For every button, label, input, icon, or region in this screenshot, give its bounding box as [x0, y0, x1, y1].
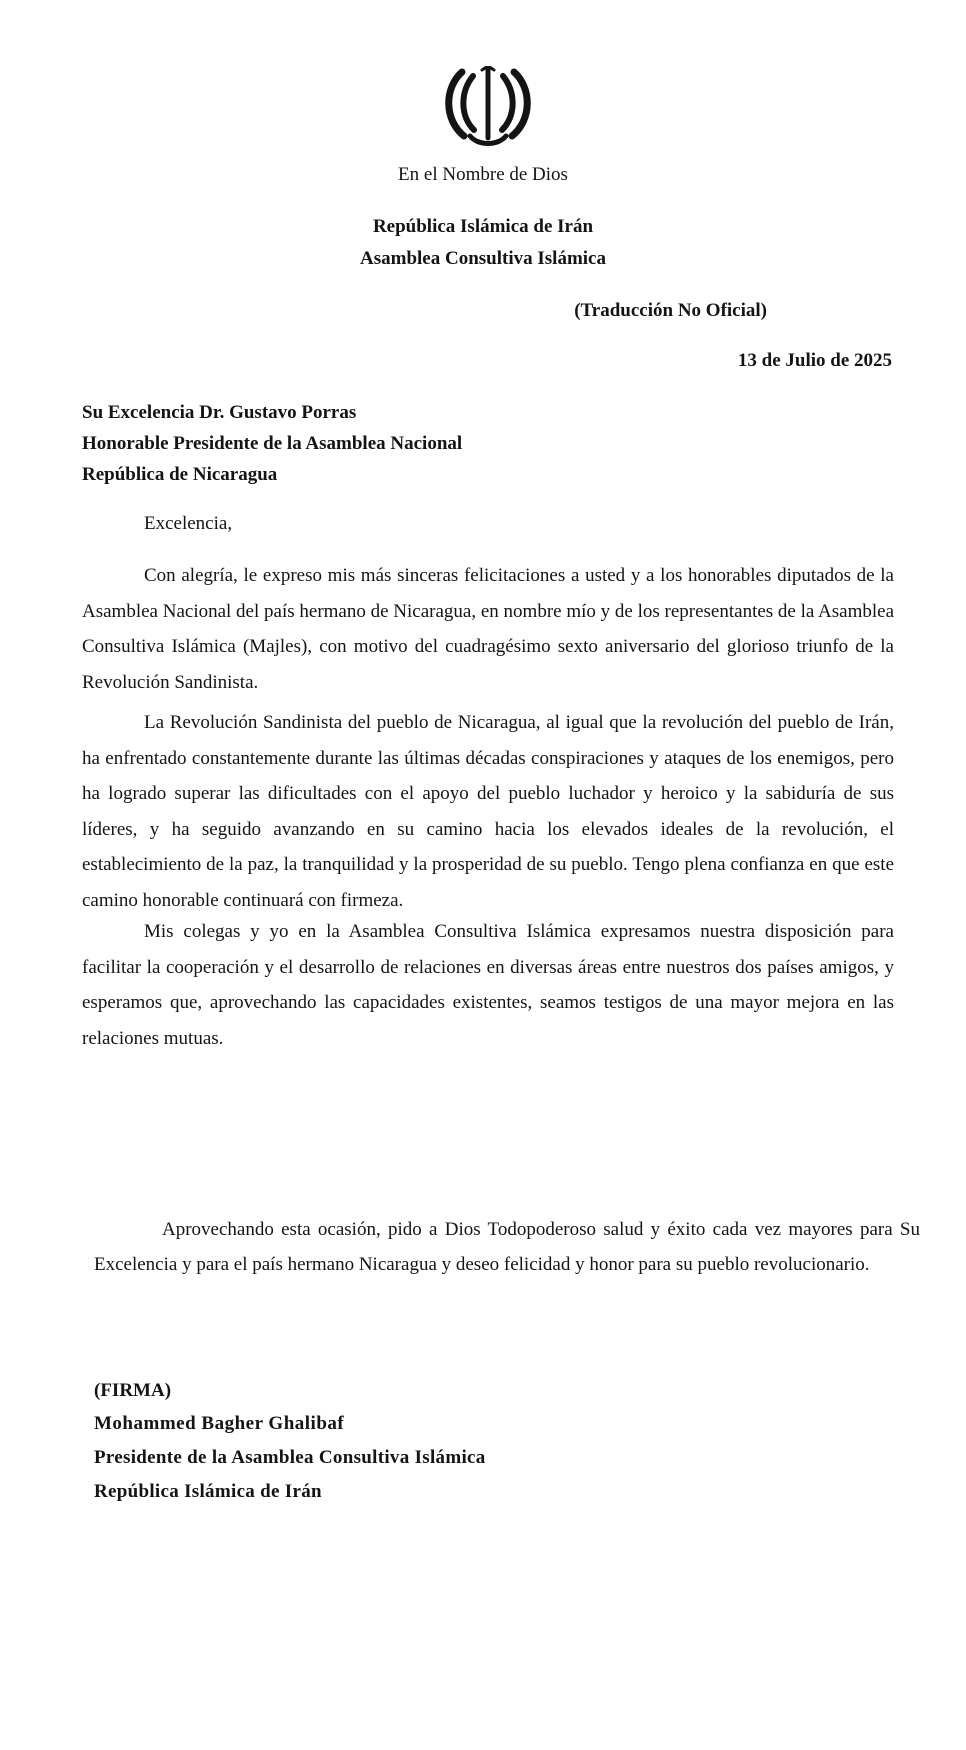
- recipient-country: República de Nicaragua: [82, 464, 278, 485]
- paragraph-closing: Aprovechando esta ocasión, pido a Dios Todopoderoso salud y éxito cada vez mayores para Su Excelencia y para el país hermano Nicaragua y deseo felicidad y honor para su pueblo revolucionario.: [94, 1219, 920, 1275]
- signatory-title: Presidente de la Asamblea Consultiva Islámica: [94, 1447, 486, 1468]
- invocation: En el Nombre de Dios: [398, 164, 568, 185]
- letter-date: 13 de Julio de 2025: [737, 350, 892, 371]
- paragraph-congratulations: Con alegría, le expreso mis más sinceras felicitaciones a usted y a los honorables diputados de la Asamblea Nacional del país hermano de Nicaragua, en nombre mío y de los representantes de la Asamblea Consultiva Islámica (Majles), con motivo del cuadragésimo sexto aniversario del glorioso triunfo de la Revolución Sandinista.: [82, 565, 894, 693]
- recipient-title: Honorable Presidente de la Asamblea Nacional: [82, 433, 463, 454]
- signature-mark: (FIRMA): [94, 1380, 172, 1401]
- country-heading: República Islámica de Irán: [372, 216, 594, 237]
- paragraph-revolution: La Revolución Sandinista del pueblo de Nicaragua, al igual que la revolución del pueblo de Irán, ha enfrentado constantemente durante las últimas décadas conspiraciones y ataques de los enemigos, pero ha logrado superar las dificultades con el apoyo del pueblo luchador y heroico y la sabiduría de sus líderes, y ha seguido avanzando en su camino hacia los elevados ideales de la revolución, el establecimiento de la paz, la tranquilidad y la prosperidad de su pueblo. Tengo plena confianza en que este camino honorable continuará con firmeza.: [82, 712, 894, 911]
- signatory-country: República Islámica de Irán: [94, 1481, 322, 1502]
- signatory-name: Mohammed Bagher Ghalibaf: [94, 1413, 345, 1434]
- recipient-name: Su Excelencia Dr. Gustavo Porras: [82, 402, 357, 423]
- institution-heading: Asamblea Consultiva Islámica: [360, 248, 606, 269]
- iran-emblem-icon: [440, 66, 536, 148]
- translation-note: (Traducción No Oficial): [574, 300, 767, 321]
- paragraph-cooperation: Mis colegas y yo en la Asamblea Consultiva Islámica expresamos nuestra disposición para facilitar la cooperación y el desarrollo de relaciones en diversas áreas entre nuestros dos países amigos, y esperamos que, aprovechando las capacidades existentes, seamos testigos de una mayor mejora en las relaciones mutuas.: [82, 921, 894, 1049]
- salutation: Excelencia,: [144, 513, 233, 534]
